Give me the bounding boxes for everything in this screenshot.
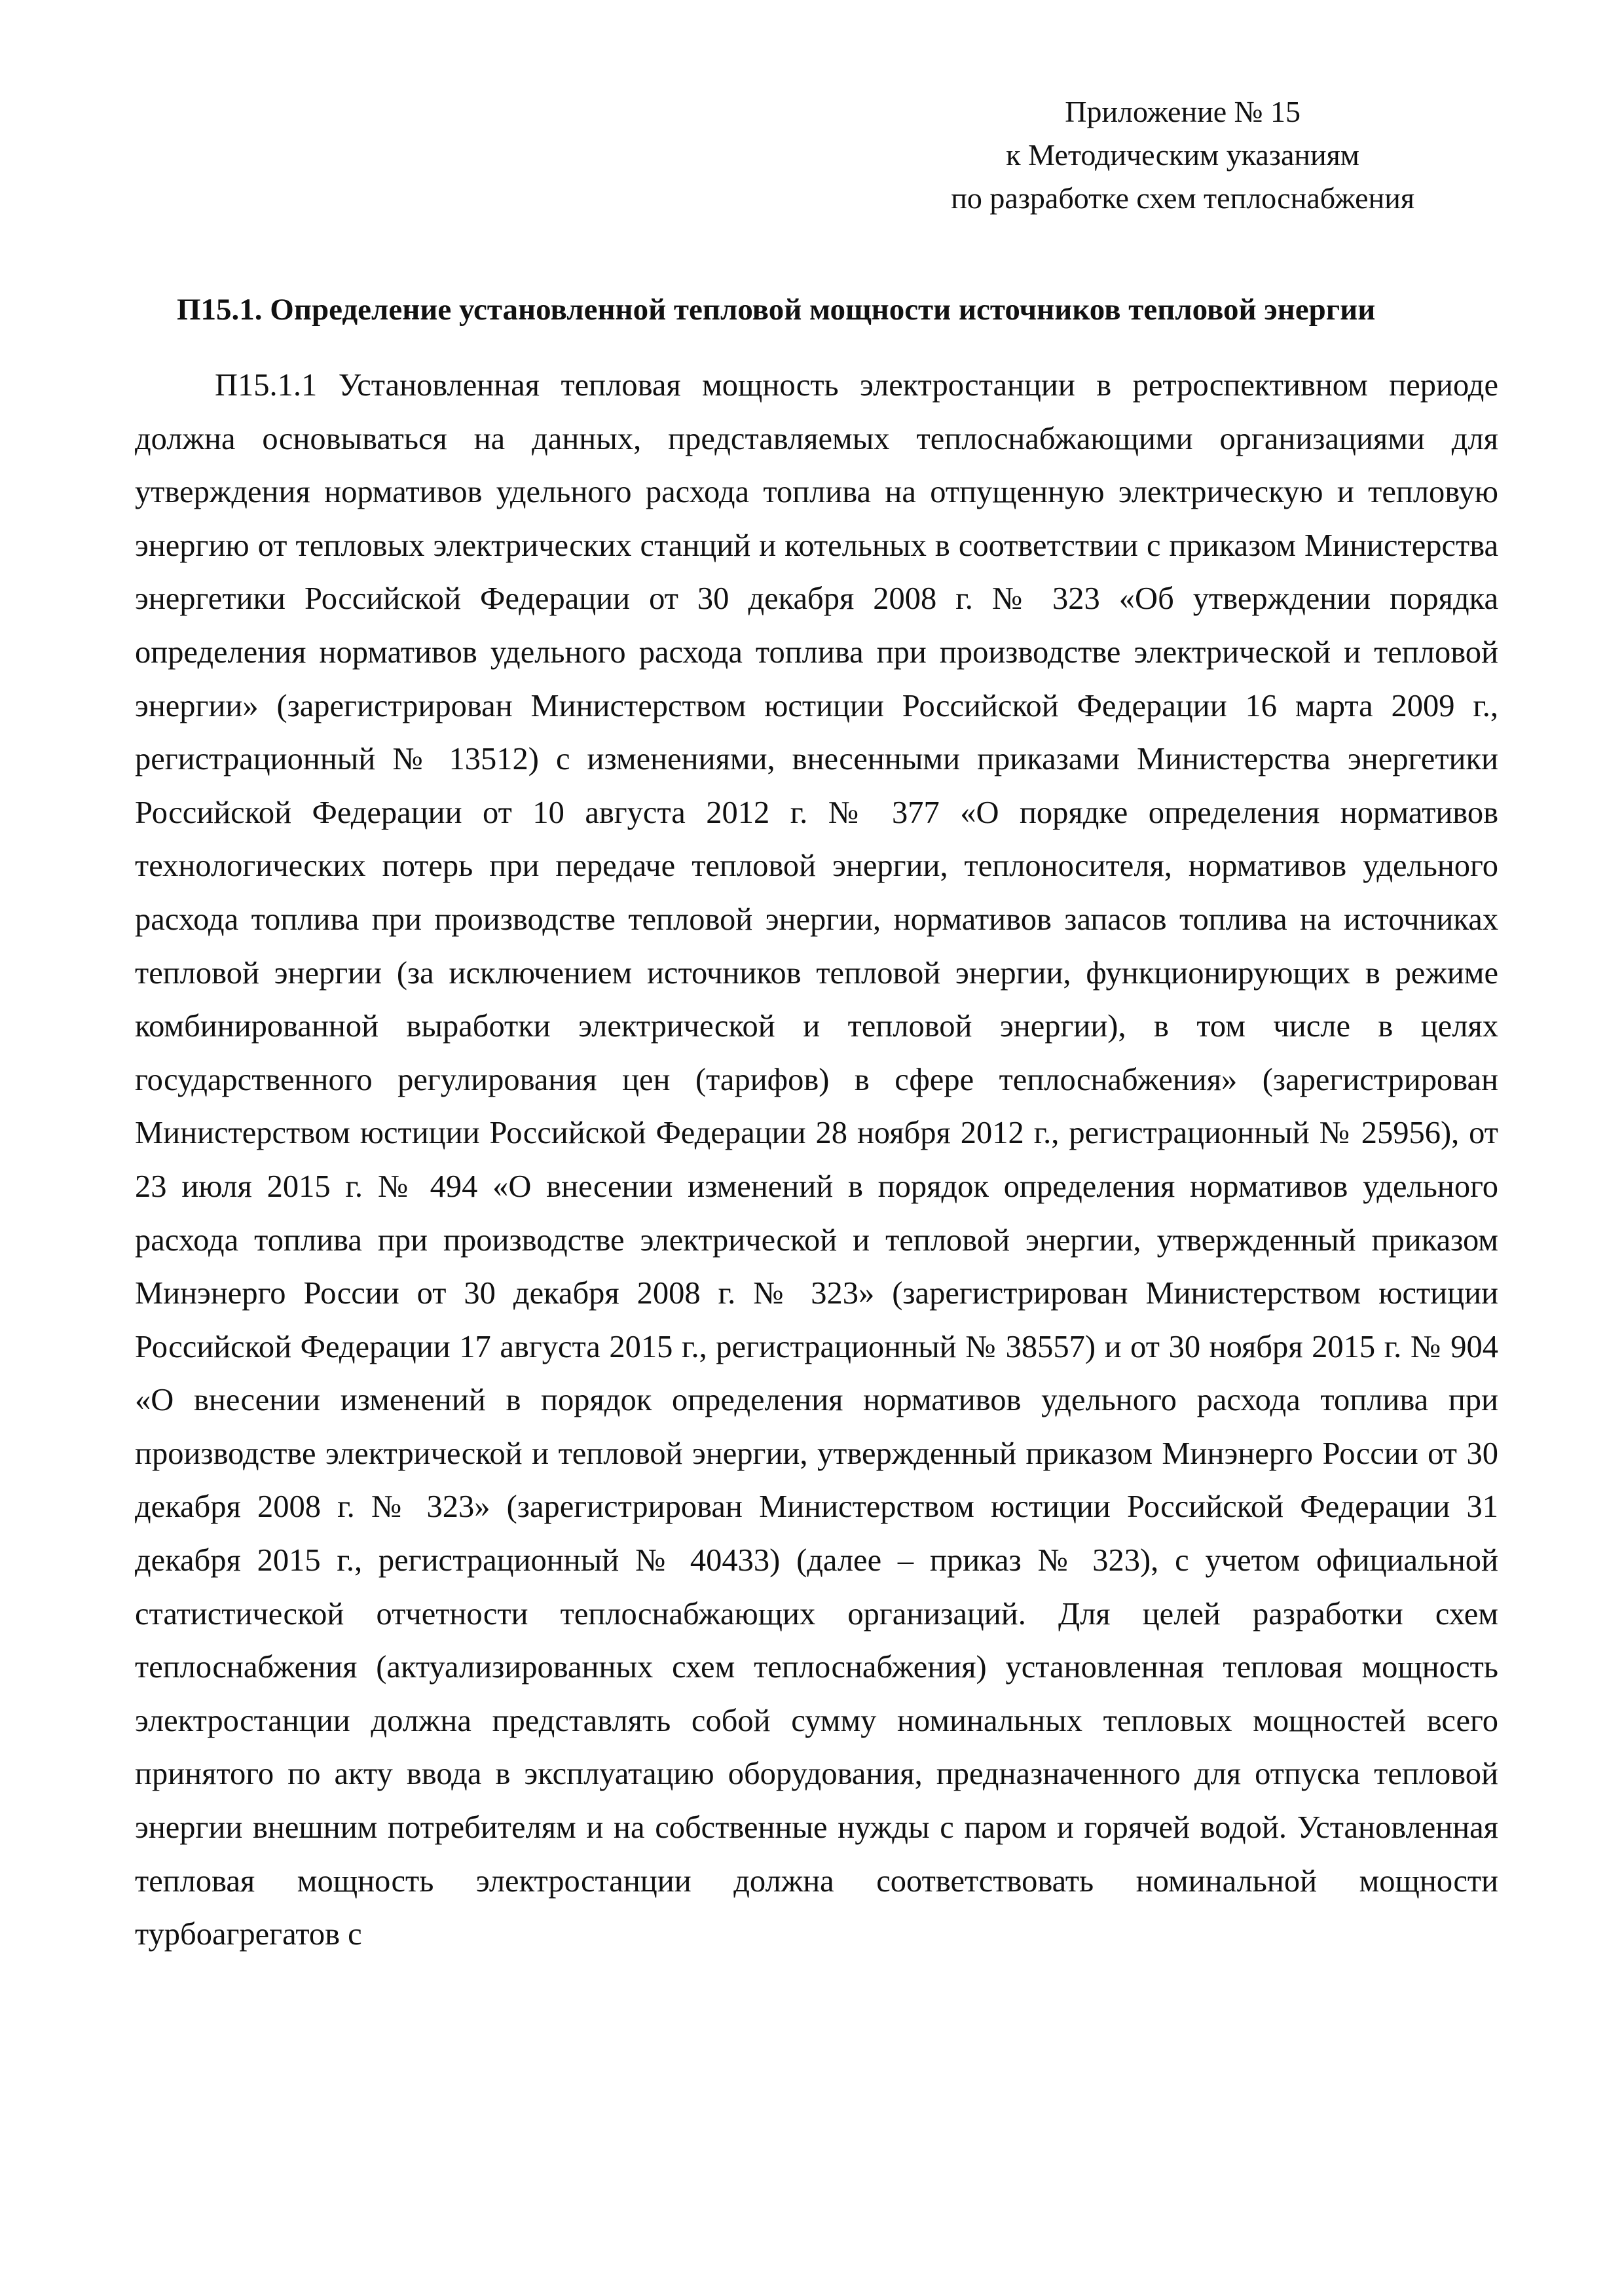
document-header bbox=[951, 90, 1414, 220]
appendix-subject: по разработке схем теплоснабжения bbox=[951, 181, 1414, 215]
body-paragraph: П15.1.1 Установленная тепловая мощность электростанции в ретроспективном периоде должна основываться на данных, представляемых теплоснабжающими организациями для утверждения нормативов удельного расхода топлива на отпущенную электрическую и тепловую энергию от тепловых электрических станций и котельных в соответствии с приказом Министерства энергетики Российской Федерации от 30 декабря 2008 г. № 323 «Об утверждении порядка определения нормативов удельного расхода топлива при производстве электрической и тепловой энергии» (зарегистрирован Министерством юстиции Российской Федерации 16 марта 2009 г., регистрационный № 13512) с изменениями, внесенными приказами Министерства энергетики Российской Федерации от 10 августа 2012 г. № 377 «О порядке определения нормативов технологических потерь при передаче тепловой энергии, теплоносителя, нормативов удельного расхода топлива при производстве тепловой энергии, нормативов запасов топлива на источниках тепловой энергии (за исключением источников тепловой энергии, функционирующих в режиме комбинированной выработки электрической и тепловой энергии), в том числе в целях государственного регулирования цен (тарифов) в сфере теплоснабжения» (зарегистрирован Министерством юстиции Российской Федерации 28 ноября 2012 г., регистрационный № 25956), от 23 июля 2015 г. № 494 «О внесении изменений в порядок определения нормативов удельного расхода топлива при производстве электрической и тепловой энергии, утвержденный приказом Минэнерго России от 30 декабря 2008 г. № 323» (зарегистрирован Министерством юстиции Российской Федерации 17 августа 2015 г., регистрационный № 38557) и от 30 ноября 2015 г. № 904 «О внесении изменений в порядок определения нормативов удельного расхода топлива при производстве электрической и тепловой энергии, утвержденный приказом Минэнерго России от 30 декабря 2008 г. № 323» (зарегистрирован Министерством юстиции Российской Федерации 31 декабря 2015 г., регистрационный № 40433) (далее – приказ № 323), с учетом официальной статистической отчетности теплоснабжающих организаций. Для целей разработки схем теплоснабжения (актуализированных схем теплоснабжения) установленная тепловая мощность электростанции должна представлять собой сумму номинальных тепловых мощностей всего принятого по акту ввода в эксплуатацию оборудования, предназначенного для отпуска тепловой энергии внешним потребителям и на собственные нужды с паром и горячей водой. Установленная тепловая мощность электростанции должна соответствовать номинальной мощности турбоагрегатов с bbox=[135, 368, 1498, 1952]
section-heading: П15.1. Определение установленной тепловой мощности источников тепловой энергии bbox=[177, 293, 1376, 327]
appendix-reference: к Методическим указаниям bbox=[1006, 138, 1359, 172]
appendix-number: Приложение № 15 bbox=[1065, 95, 1301, 128]
